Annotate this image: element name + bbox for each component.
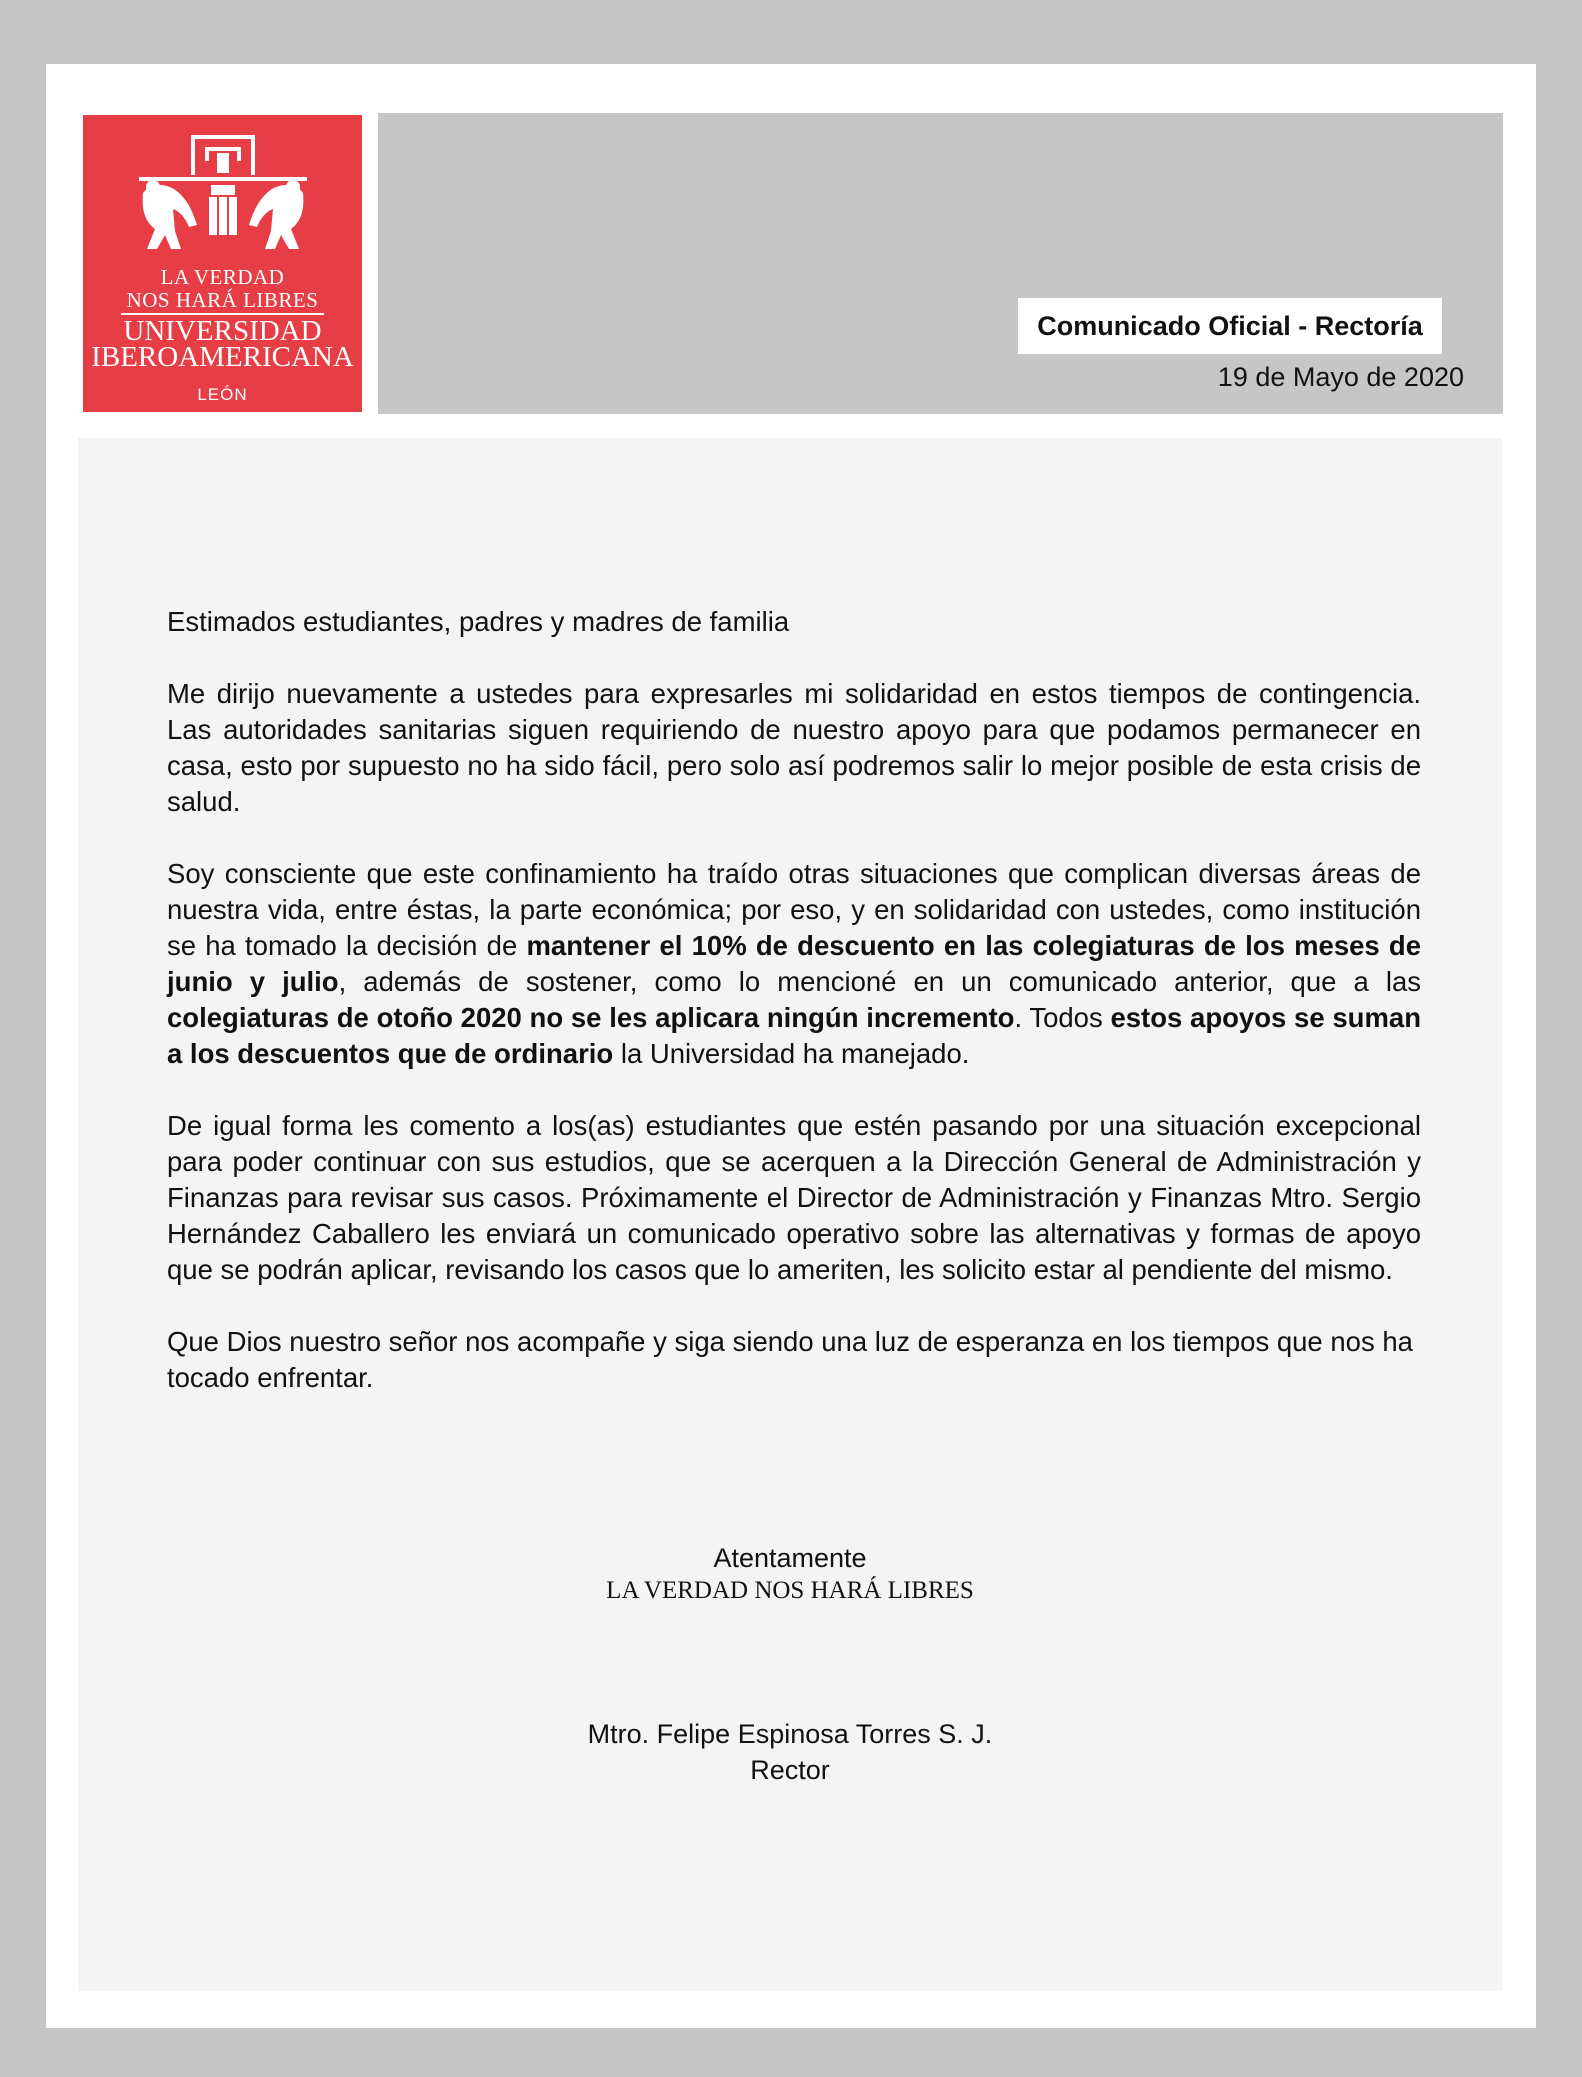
- p2-text-a: Soy consciente que este confinamiento ha traído otras situaciones que complican diversas áreas de nuestra vida, entre éstas, la parte económica; por eso, y en solidaridad con ustedes, como institución se ha tomado la decisión de: [167, 858, 1421, 961]
- signature: [78, 1716, 1502, 1788]
- p2-text-e: . Todos: [1014, 1002, 1111, 1033]
- p2-text-g: la Universidad ha manejado.: [613, 1038, 970, 1069]
- paragraph-1: Me dirijo nuevamente a ustedes para expresarles mi solidaridad en estos tiempos de contingencia. Las autoridades sanitarias siguen requiriendo de nuestro apoyo para que podamos permanecer en casa, esto por supuesto no ha sido fácil, pero solo así podremos salir lo mejor posible de esta crisis de salud.: [167, 678, 1421, 817]
- valediction: Atentamente: [713, 1543, 867, 1573]
- closing-motto: LA VERDAD NOS HARÁ LIBRES: [606, 1577, 974, 1604]
- logo-university-name: [83, 315, 362, 373]
- logo-campus: LEÓN: [197, 385, 248, 404]
- paragraph-3: De igual forma les comento a los(as) estudiantes que estén pasando por una situación excepcional para poder continuar con sus estudios, que se acerquen a la Dirección General de Administración y Finanzas para revisar sus casos. Próximamente el Director de Administración y Finanzas Mtro. Sergio Hernández Caballero les enviará un comunicado operativo sobre las alternativas y formas de apoyo que se podrán aplicar, revisando los casos que lo ameriten, les solicito estar al pendiente del mismo.: [167, 1110, 1421, 1285]
- paragraph-4: Que Dios nuestro señor nos acompañe y siga siendo una luz de esperanza en los tiempos que nos ha tocado enfrentar.: [167, 1326, 1413, 1393]
- greeting: Estimados estudiantes, padres y madres de familia: [167, 606, 790, 637]
- document-title: Comunicado Oficial - Rectoría: [1018, 298, 1442, 354]
- logo-motto-line1: LA VERDAD: [160, 265, 285, 289]
- p2-bold-discount: mantener el 10% de descuento en las colegiaturas de los meses de junio y julio: [167, 930, 1421, 997]
- p2-bold-supports: estos apoyos se suman a los descuentos que de ordinario: [167, 1002, 1421, 1069]
- logo-motto: [83, 266, 362, 312]
- p2-text-c: , además de sostener, como lo mencioné en un comunicado anterior, que a las: [338, 966, 1421, 997]
- signatory-title: Rector: [750, 1755, 830, 1785]
- university-logo: [83, 115, 362, 412]
- logo-university-line1: UNIVERSIDAD: [123, 315, 322, 347]
- paragraph-2: [167, 856, 1421, 1072]
- signatory-name: Mtro. Felipe Espinosa Torres S. J.: [587, 1719, 993, 1749]
- document-date: 19 de Mayo de 2020: [1217, 362, 1464, 392]
- crest-icon: [123, 131, 323, 266]
- letter-body: [167, 604, 1421, 1432]
- logo-motto-line2: NOS HARÁ LIBRES: [126, 288, 319, 312]
- p2-bold-no-increment: colegiaturas de otoño 2020 no se les aplicara ningún incremento: [167, 1002, 1015, 1033]
- closing: [78, 1540, 1502, 1606]
- logo-university-line2: IBEROAMERICANA: [91, 341, 354, 373]
